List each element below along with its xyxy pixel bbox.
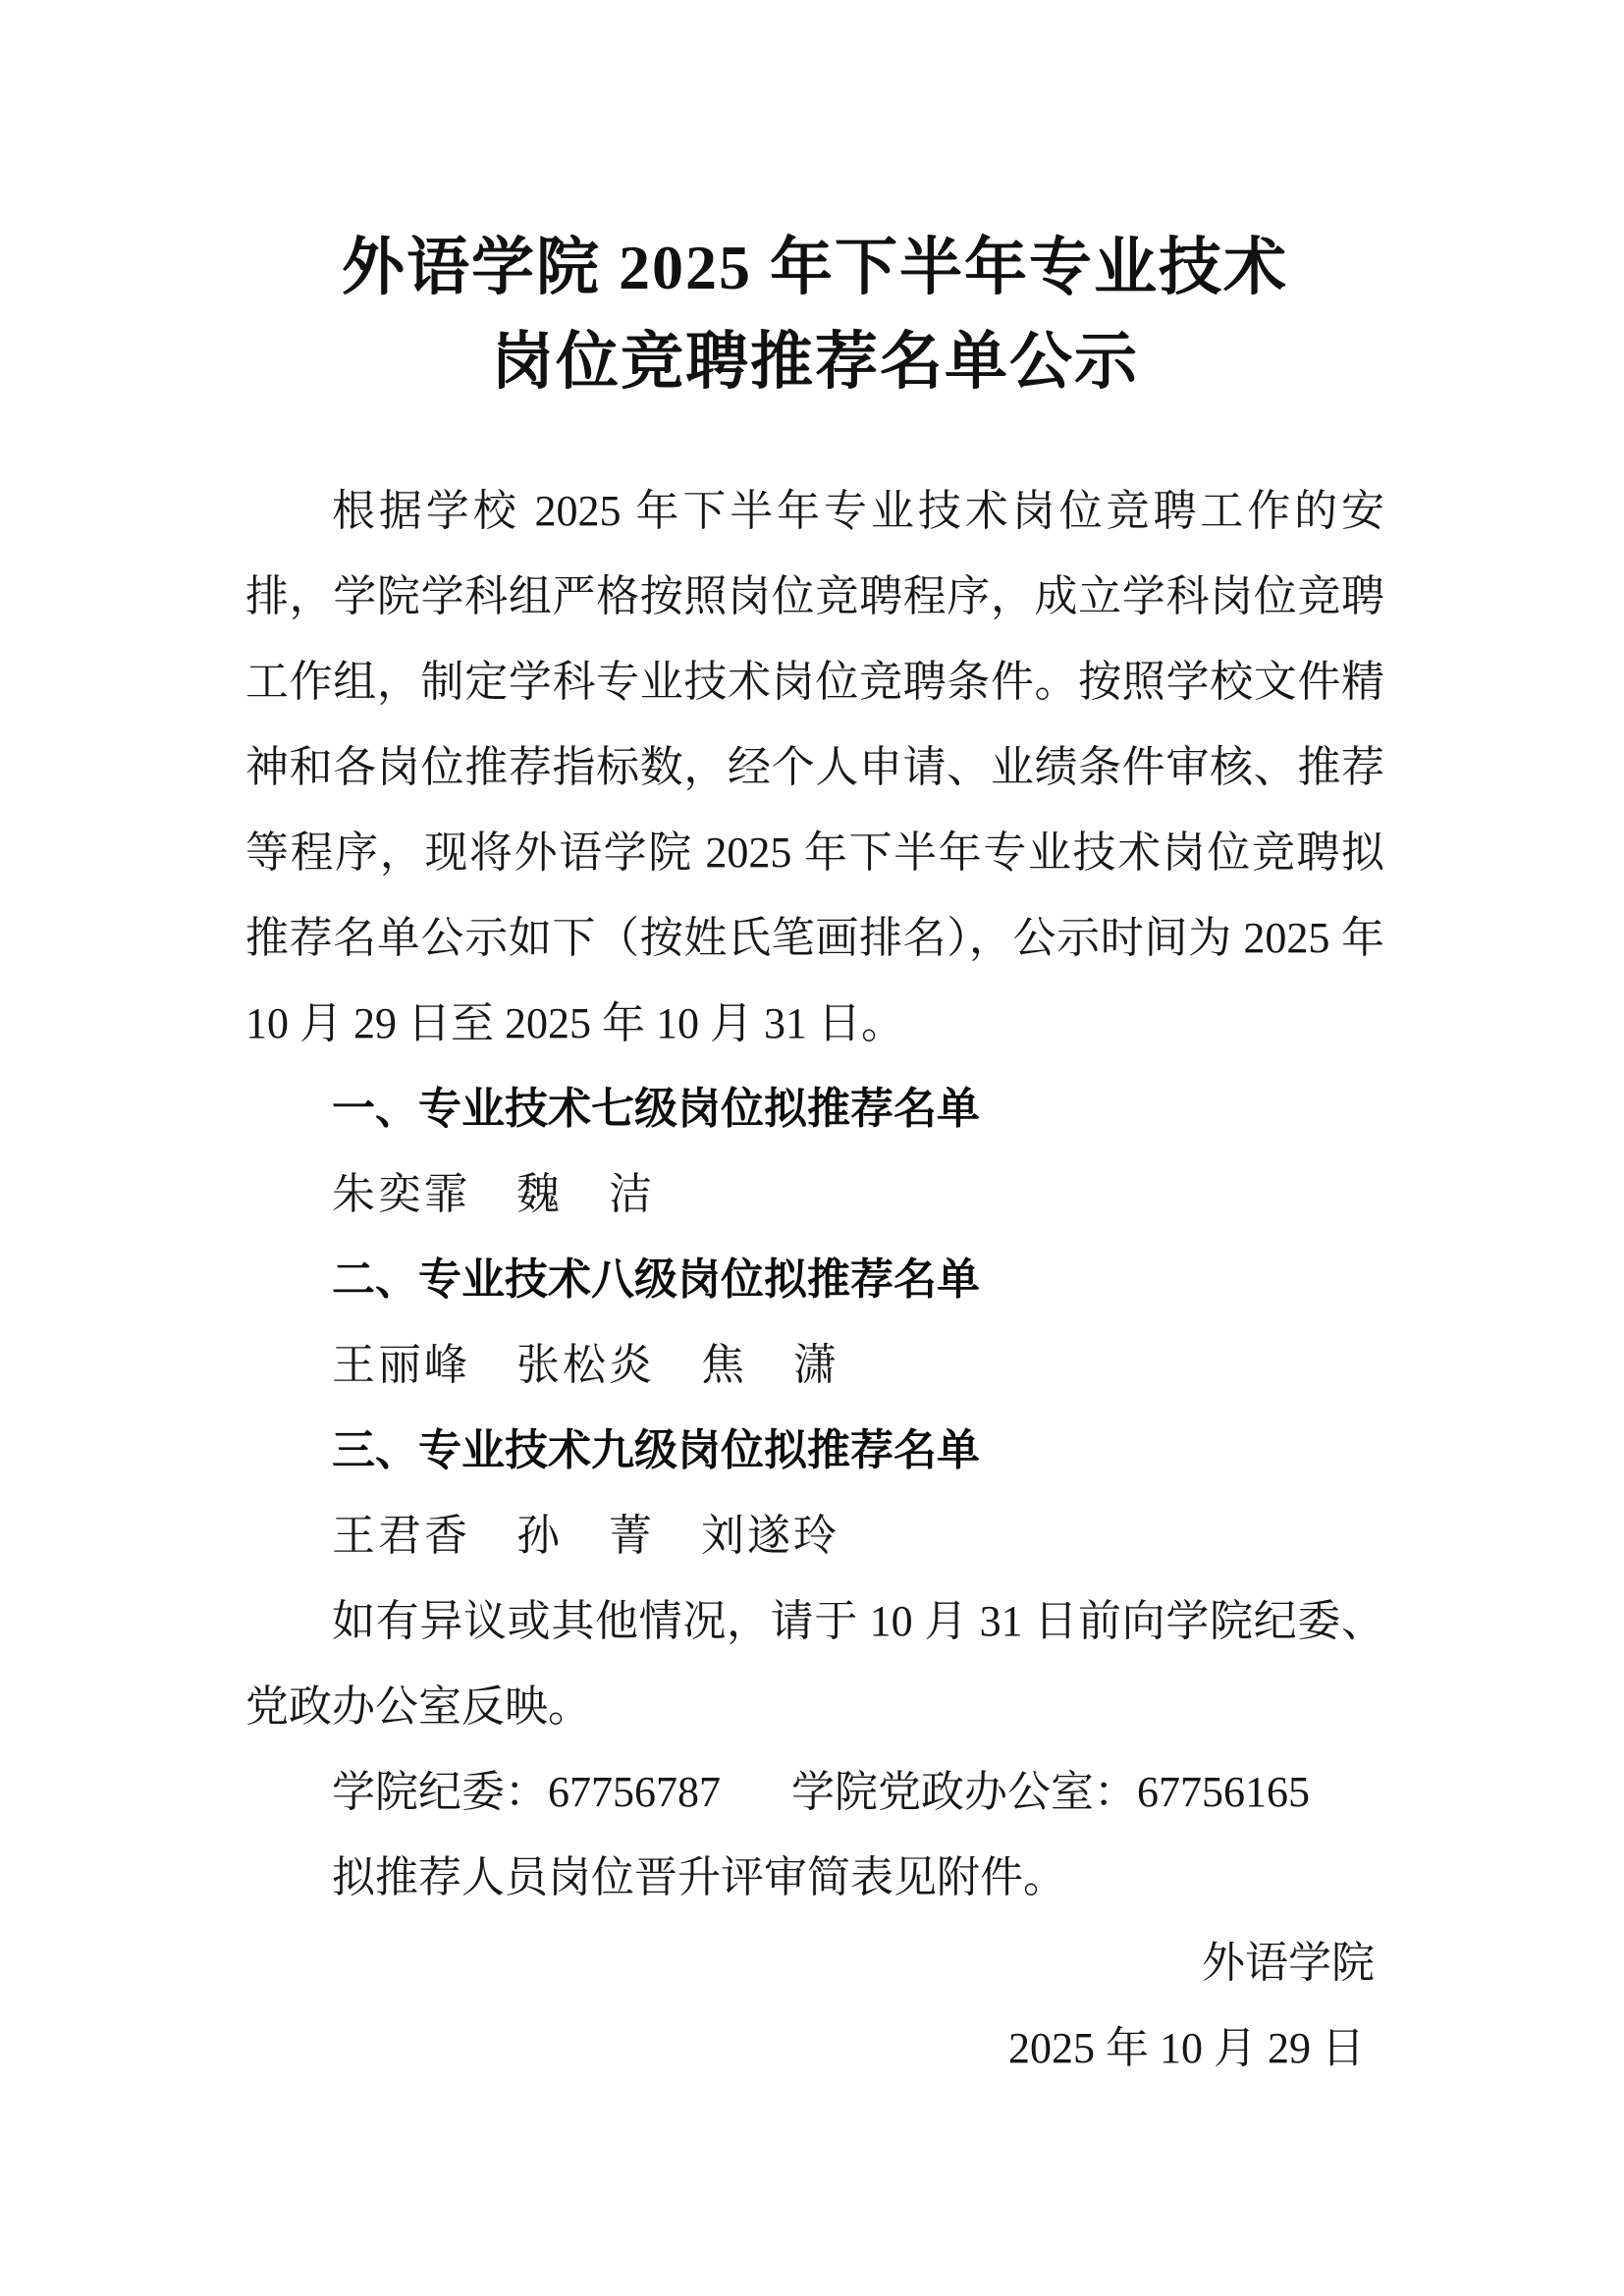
document-title bbox=[245, 221, 1384, 409]
party-admin-office-phone: 67756165 bbox=[1137, 1768, 1310, 1816]
section-heading-level-9: 三、专业技术九级岗位拟推荐名单 bbox=[332, 1426, 980, 1474]
names-level-8: 王丽峰 张松炎 焦 潇 bbox=[332, 1341, 839, 1389]
document-title-line-2: 岗位竞聘推荐名单公示 bbox=[491, 327, 1139, 397]
signature: 外语学院 bbox=[1202, 1939, 1375, 1987]
signature-date: 2025 年 10 月 29 日 bbox=[1008, 2024, 1365, 2072]
attachment-note: 拟推荐人员岗位晋升评审简表见附件。 bbox=[332, 1853, 1066, 1901]
discipline-committee-phone: 67756787 bbox=[548, 1768, 721, 1816]
contacts-line bbox=[245, 1749, 1384, 1835]
section-heading-level-8: 二、专业技术八级岗位拟推荐名单 bbox=[332, 1255, 980, 1304]
document-title-line-1: 外语学院 2025 年下半年专业技术 bbox=[342, 233, 1288, 302]
names-level-9: 王君香 孙 菁 刘遂玲 bbox=[332, 1512, 839, 1560]
discipline-committee-label: 学院纪委： bbox=[332, 1768, 548, 1816]
section-heading-level-7: 一、专业技术七级岗位拟推荐名单 bbox=[332, 1085, 980, 1133]
names-level-7: 朱奕霏 魏 洁 bbox=[332, 1170, 655, 1218]
objection-paragraph: 如有异议或其他情况，请于 10 月 31 日前向学院纪委、党政办公室反映。 bbox=[245, 1597, 1384, 1731]
party-admin-office-label: 学院党政办公室： bbox=[791, 1768, 1137, 1816]
document-body bbox=[245, 468, 1384, 2091]
intro-paragraph: 根据学校 2025 年下半年专业技术岗位竞聘工作的安排，学院学科组严格按照岗位竞聘程序，成立学科岗位竞聘工作组，制定学科专业技术岗位竞聘条件。按照学校文件精神和各岗位推荐指标数，经个人申请、业绩条件审核、推荐等程序，现将外语学院 2025 年下半年专业技术岗位竞聘拟推荐名单公示如下（按姓氏笔画排名），公示时间为 2025 年 10 月 29 日至 2025 年 10 月 31 日。 bbox=[245, 487, 1384, 1047]
